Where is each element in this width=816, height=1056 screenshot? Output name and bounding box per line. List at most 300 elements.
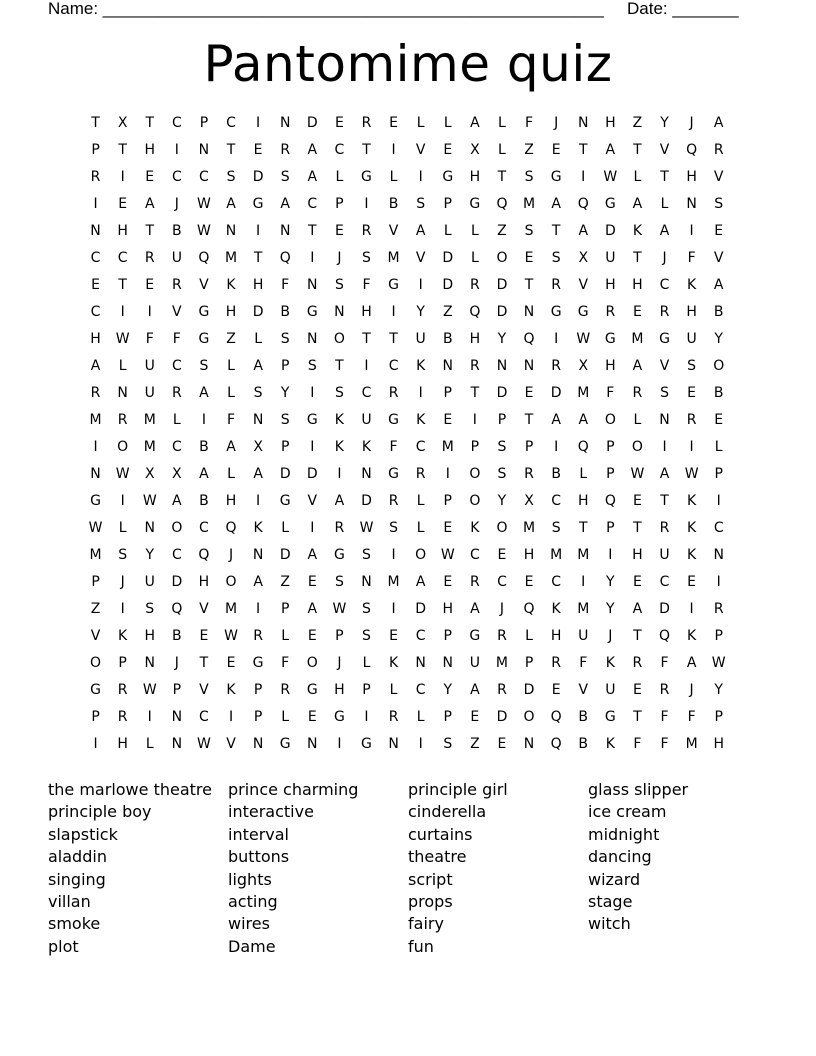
grid-letter: C [171,358,182,374]
grid-letter: W [711,655,726,671]
grid-letter: Y [660,115,669,131]
grid-letter: E [443,412,453,428]
grid-letter: V [415,250,426,266]
word-list-item: Dame [228,936,276,956]
grid-letter: M [143,412,156,428]
grid-letter: D [496,304,508,320]
grid-letter: H [577,493,589,509]
grid-row [82,272,734,299]
grid-letter: U [361,412,372,428]
grid-letter: L [281,520,290,536]
grid-letter: N [686,196,697,212]
grid-letter: H [605,115,616,131]
grid-letter: M [631,331,644,347]
grid-letter: K [470,520,480,536]
grid-letter: R [171,385,182,401]
grid-letter: N [171,736,183,752]
grid-letter: F [633,736,642,752]
grid-letter: I [716,493,721,509]
grid-letter: H [442,601,454,617]
grid-letter: G [90,682,101,698]
grid-letter: K [551,601,561,617]
grid-letter: C [171,115,182,131]
grid-letter: U [659,547,670,563]
word-list-item: acting [228,892,278,912]
grid-letter: N [144,655,155,671]
grid-letter: L [172,412,181,428]
grid-letter: A [334,493,345,509]
grid-letter: T [524,412,534,428]
grid-letter: N [225,223,237,239]
grid-letter: W [115,466,130,482]
grid-letter: K [687,277,697,293]
grid-letter: A [307,142,318,158]
grid-letter: H [713,736,724,752]
grid-letter: E [524,385,534,401]
grid-letter: F [281,655,290,671]
grid-letter: D [496,385,508,401]
word-list-item: props [408,892,453,912]
grid-letter: S [389,520,399,536]
grid-letter: B [551,466,561,482]
grid-letter: N [388,736,399,752]
grid-letter: I [310,520,315,536]
grid-letter: U [605,682,616,698]
grid-letter: L [335,169,344,185]
grid-letter: O [496,250,508,266]
grid-letter: K [334,439,344,455]
date-label: Date: _______ [627,0,739,18]
grid-letter: E [632,304,642,320]
grid-letter: Y [416,304,425,320]
grid-letter: J [554,115,559,131]
grid-letter: E [470,709,480,725]
grid-letter: W [142,682,157,698]
grid-letter: N [90,223,101,239]
grid-letter: I [93,439,98,455]
grid-letter: L [118,358,127,374]
grid-row [82,137,734,164]
grid-letter: X [578,250,589,266]
grid-letter: J [337,250,342,266]
grid-letter: F [660,709,669,725]
grid-letter: G [659,331,670,347]
grid-letter: R [469,277,480,293]
grid-letter: T [633,628,642,644]
grid-letter: M [224,601,238,617]
grid-letter: Z [442,304,453,320]
grid-letter: A [307,601,318,617]
grid-row [82,623,734,650]
word-list-item: the marlowe theatre [48,780,212,799]
grid-letter: U [171,250,182,266]
grid-letter: S [551,520,561,536]
grid-letter: M [577,385,590,401]
grid-row [82,218,734,245]
grid-letter: V [578,682,589,698]
grid-letter: L [525,628,533,644]
grid-letter: C [659,277,670,293]
grid-letter: K [253,520,263,536]
grid-letter: Q [225,520,237,536]
letter-grid [82,110,734,758]
grid-letter: I [445,466,450,482]
grid-letter: S [280,169,290,185]
grid-letter: M [495,655,508,671]
grid-letter: E [524,250,534,266]
grid-letter: H [144,142,155,158]
grid-letter: E [307,574,317,590]
grid-letter: P [280,601,290,617]
grid-letter: O [713,358,725,374]
grid-letter: A [713,115,724,131]
grid-letter: R [469,574,480,590]
grid-letter: B [280,304,290,320]
grid-letter: G [252,196,264,212]
grid-letter: P [606,520,615,536]
grid-letter: H [252,277,264,293]
grid-letter: Z [90,601,101,617]
grid-letter: Q [198,250,210,266]
grid-letter: I [554,439,559,455]
grid-letter: I [418,169,423,185]
grid-letter: Q [198,547,210,563]
grid-letter: C [199,520,209,536]
grid-row [82,191,734,218]
word-list-item: midnight [588,824,660,844]
grid-letter: R [117,709,128,725]
grid-letter: Y [714,331,723,347]
grid-letter: P [606,439,615,455]
grid-letter: S [443,736,453,752]
grid-letter: V [199,682,209,698]
grid-letter: K [118,628,128,644]
grid-letter: G [90,493,101,509]
grid-letter: L [118,520,127,536]
grid-letter: I [93,196,98,212]
grid-letter: P [118,655,127,671]
grid-letter: F [362,277,371,293]
grid-letter: S [334,574,344,590]
word-list-item: interval [228,824,289,844]
grid-letter: W [684,466,699,482]
grid-row [82,245,734,272]
grid-letter: I [256,493,261,509]
grid-letter: I [93,736,98,752]
grid-letter: G [550,169,562,185]
word-list-item: buttons [228,847,290,867]
grid-letter: C [659,574,670,590]
grid-letter: S [199,358,209,374]
grid-letter: D [306,466,318,482]
grid-letter: G [361,736,372,752]
grid-letter: I [147,304,152,320]
grid-letter: N [523,736,535,752]
grid-letter: V [659,142,670,158]
grid-letter: P [335,628,344,644]
word-column [48,779,228,958]
grid-letter: H [469,169,481,185]
grid-row [82,488,734,515]
grid-letter: L [145,736,154,752]
grid-letter: T [524,277,534,293]
grid-letter: C [551,574,562,590]
grid-letter: D [496,277,508,293]
grid-letter: M [550,547,563,563]
grid-letter: T [633,142,642,158]
grid-letter: Y [280,385,290,401]
grid-letter: M [685,736,698,752]
word-list-item: fun [408,936,434,956]
grid-letter: R [659,682,670,698]
grid-letter: X [253,439,263,455]
grid-letter: H [686,169,697,185]
word-column [588,779,768,958]
grid-letter: X [117,115,128,131]
grid-letter: S [226,169,236,185]
grid-letter: G [333,709,345,725]
grid-letter: V [90,628,101,644]
grid-letter: A [199,385,209,401]
grid-letter: B [388,196,399,212]
grid-letter: H [632,277,643,293]
grid-letter: S [551,250,561,266]
grid-letter: G [577,304,589,320]
grid-letter: E [389,115,398,131]
grid-letter: R [388,709,399,725]
grid-letter: G [252,655,264,671]
grid-letter: T [362,331,371,347]
grid-letter: D [659,601,670,617]
grid-letter: P [443,628,452,644]
grid-row [82,353,734,380]
grid-letter: R [551,358,561,374]
grid-letter: G [388,412,399,428]
grid-letter: L [416,493,425,509]
grid-letter: K [605,655,615,671]
grid-letter: V [172,304,182,320]
grid-letter: I [310,250,315,266]
grid-letter: I [120,304,125,320]
grid-letter: E [551,142,561,158]
grid-letter: G [550,304,562,320]
grid-letter: M [577,601,590,617]
grid-letter: B [578,736,589,752]
grid-letter: B [199,493,209,509]
grid-letter: W [332,601,347,617]
grid-letter: W [630,466,645,482]
grid-row [82,569,734,596]
grid-letter: P [253,682,263,698]
grid-row [82,596,734,623]
grid-letter: E [443,142,453,158]
grid-letter: B [199,439,209,455]
grid-letter: S [714,196,724,212]
grid-letter: T [389,331,398,347]
grid-letter: R [551,277,561,293]
grid-letter: A [659,223,670,239]
grid-letter: O [469,493,481,509]
grid-letter: I [120,601,125,617]
grid-letter: H [632,547,643,563]
grid-letter: R [280,682,291,698]
grid-letter: V [226,736,236,752]
grid-letter: K [687,628,697,644]
grid-letter: J [608,628,613,644]
grid-letter: T [633,709,642,725]
grid-letter: J [499,601,505,617]
grid-letter: A [90,358,101,374]
grid-letter: O [496,520,508,536]
grid-letter: Y [443,682,453,698]
word-list-item: dancing [588,847,652,867]
grid-letter: I [716,574,721,590]
grid-letter: E [307,709,317,725]
grid-letter: Y [606,601,615,617]
grid-letter: I [256,223,261,239]
grid-letter: R [253,628,263,644]
grid-letter: T [660,169,669,185]
grid-letter: X [578,358,589,374]
grid-letter: B [172,223,182,239]
grid-letter: L [470,250,479,266]
grid-letter: W [603,169,618,185]
grid-letter: F [660,655,669,671]
grid-letter: H [90,331,101,347]
grid-letter: G [604,331,616,347]
grid-letter: G [604,709,616,725]
grid-letter: E [632,682,642,698]
grid-letter: F [172,331,181,347]
grid-letter: D [252,169,264,185]
word-list-item: glass slipper [588,780,689,799]
grid-letter: Q [469,304,481,320]
grid-letter: P [280,439,290,455]
grid-letter: E [307,628,317,644]
grid-letter: E [497,547,507,563]
grid-letter: Z [524,142,534,158]
grid-letter: B [713,385,724,401]
grid-letter: N [415,655,426,671]
grid-letter: E [334,115,344,131]
grid-letter: C [497,574,507,590]
grid-letter: E [714,412,724,428]
grid-letter: C [551,493,562,509]
grid-letter: L [281,628,290,644]
grid-letter: T [145,115,155,131]
grid-letter: O [225,574,237,590]
word-list [48,779,768,958]
grid-letter: N [442,655,453,671]
grid-letter: S [524,223,534,239]
grid-row [82,110,734,137]
grid-letter: T [226,142,236,158]
grid-row [82,299,734,326]
grid-letter: R [415,466,426,482]
grid-letter: M [387,250,400,266]
grid-letter: M [89,547,102,563]
grid-letter: Q [496,196,508,212]
grid-letter: D [442,250,454,266]
grid-letter: A [415,574,426,590]
grid-letter: C [226,115,236,131]
grid-letter: G [279,736,291,752]
grid-letter: M [441,439,454,455]
word-list-item: cinderella [408,802,487,822]
grid-letter: W [576,331,591,347]
grid-letter: Q [550,736,562,752]
grid-letter: H [605,358,616,374]
grid-letter: R [171,277,182,293]
grid-letter: K [687,547,697,563]
grid-row [82,677,734,704]
grid-letter: A [415,223,426,239]
grid-letter: G [442,169,454,185]
grid-letter: P [362,682,371,698]
grid-letter: S [362,250,371,266]
grid-letter: F [606,385,615,401]
grid-letter: C [307,196,318,212]
grid-letter: C [334,142,345,158]
grid-letter: Q [577,439,589,455]
grid-letter: L [227,466,235,482]
grid-letter: C [388,358,399,374]
grid-letter: I [418,736,423,752]
grid-letter: Q [659,628,671,644]
grid-letter: H [686,304,697,320]
grid-letter: M [143,439,156,455]
grid-letter: H [334,682,345,698]
grid-letter: T [118,142,127,158]
grid-letter: S [416,196,426,212]
grid-letter: F [687,709,696,725]
grid-letter: K [361,439,372,455]
grid-letter: R [280,142,291,158]
word-list-item: principle girl [408,780,508,799]
grid-letter: N [279,223,291,239]
grid-letter: H [117,736,128,752]
grid-letter: N [361,574,372,590]
grid-letter: R [90,169,101,185]
grid-letter: A [578,223,589,239]
grid-letter: E [632,493,642,509]
grid-letter: S [362,547,371,563]
grid-letter: N [252,547,264,563]
grid-letter: X [524,493,534,509]
grid-letter: S [362,601,371,617]
grid-letter: M [89,412,102,428]
grid-letter: R [632,385,643,401]
grid-letter: K [226,682,236,698]
grid-letter: R [713,142,724,158]
grid-letter: U [578,628,589,644]
grid-letter: S [334,277,344,293]
grid-letter: S [362,628,371,644]
grid-letter: O [523,709,535,725]
grid-letter: E [91,277,100,293]
grid-letter: F [579,655,588,671]
grid-row [82,434,734,461]
grid-letter: I [364,196,369,212]
grid-letter: A [199,466,209,482]
grid-letter: R [524,466,534,482]
grid-letter: C [171,439,182,455]
grid-letter: T [335,358,344,374]
grid-letter: E [334,223,344,239]
grid-letter: Q [171,601,183,617]
grid-letter: J [120,574,125,590]
word-column [228,779,408,958]
